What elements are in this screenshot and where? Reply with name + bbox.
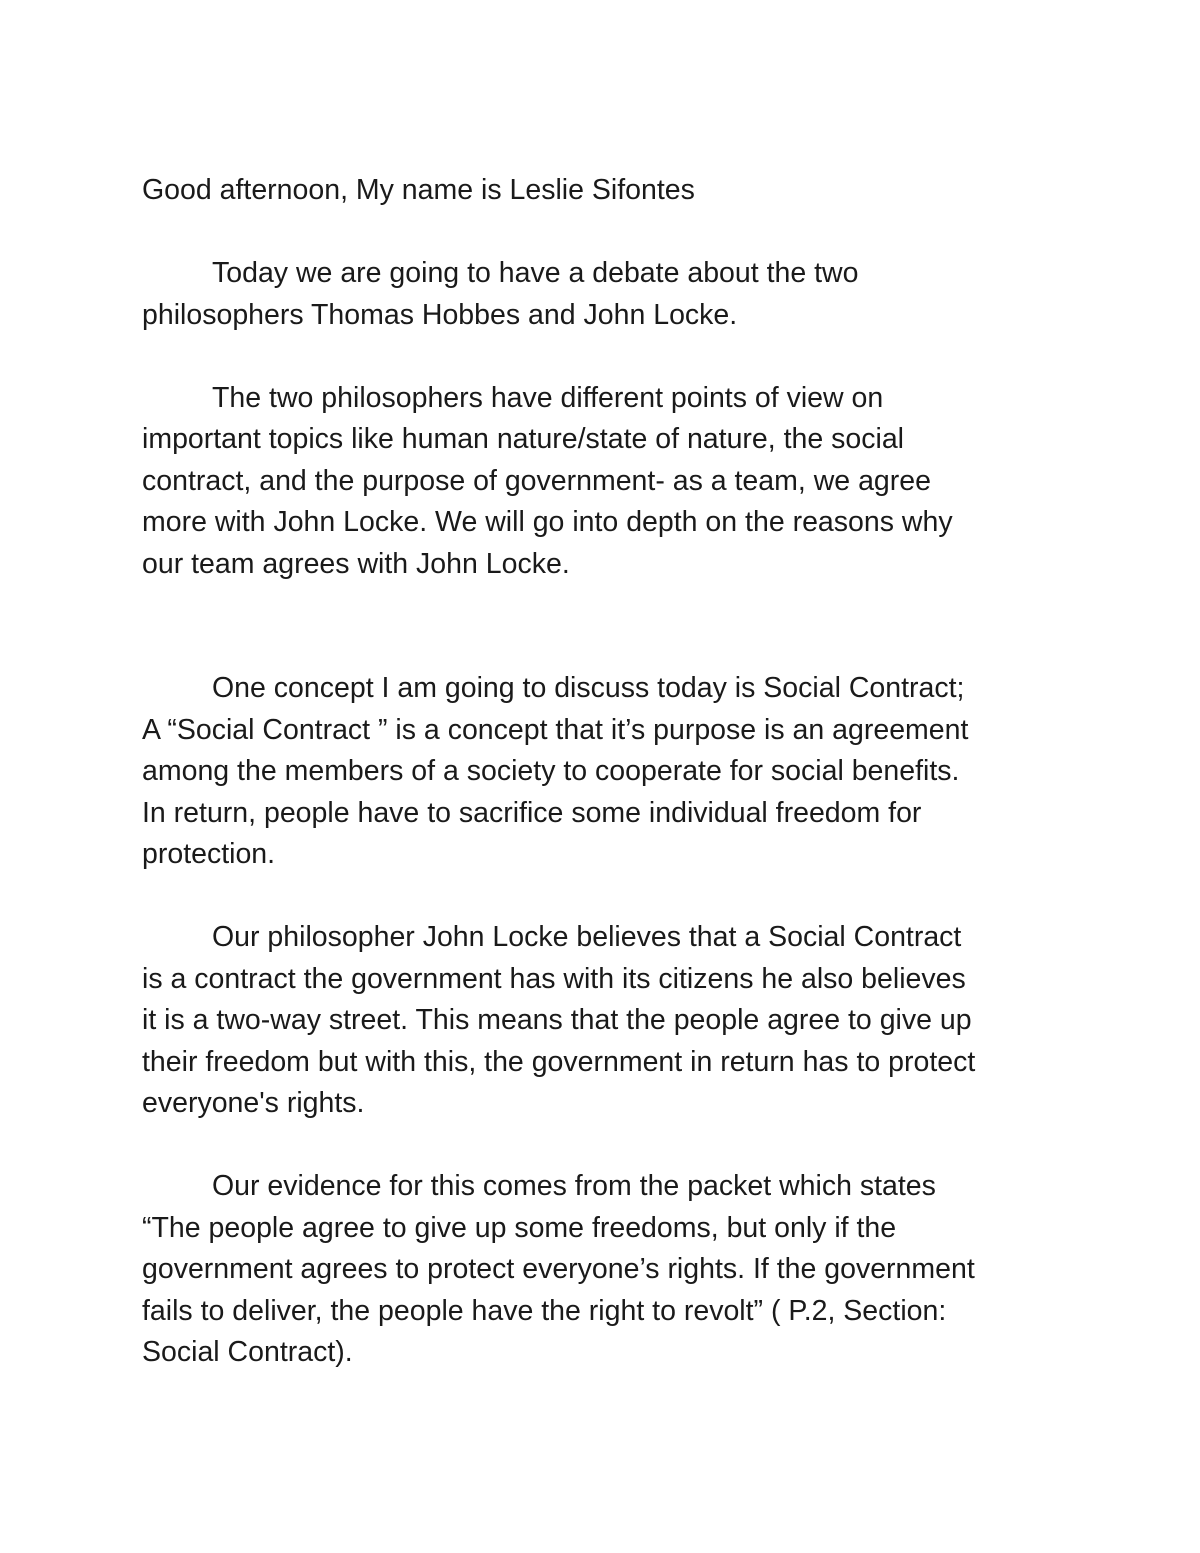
greeting-line: Good afternoon, My name is Leslie Sifontes [142,174,695,206]
paragraph-social-contract-definition: One concept I am going to discuss today is Social Contract; A “Social Contract ” is a concept that it’s purpose is an agreement among the members of a society to cooperate for social benefits. In return, people have to sacrifice some individual freedom for protection. [142,672,969,870]
paragraph-viewpoints: The two philosophers have different points of view on important topics like human nature/state of nature, the social contract, and the purpose of government- as a team, we agree more with John Locke. We will go into depth on the reasons why our team agrees with John Locke. [142,381,953,580]
paragraph-evidence: Our evidence for this comes from the packet which states “The people agree to give up some freedoms, but only if the government agrees to protect everyone’s rights. If the government fails to deliver, the people have the right to revolt” ( P.2, Section: Social Contract). [142,1170,975,1368]
document-body [142,170,1072,1415]
paragraph-intro: Today we are going to have a debate about the two philosophers Thomas Hobbes and John Locke. [142,257,859,331]
paragraph-locke-belief: Our philosopher John Locke believes that a Social Contract is a contract the government has with its citizens he also believes it is a two-way street. This means that the people agree to give up their freedom but with this, the government in return has to protect everyone's rights. [142,921,976,1119]
